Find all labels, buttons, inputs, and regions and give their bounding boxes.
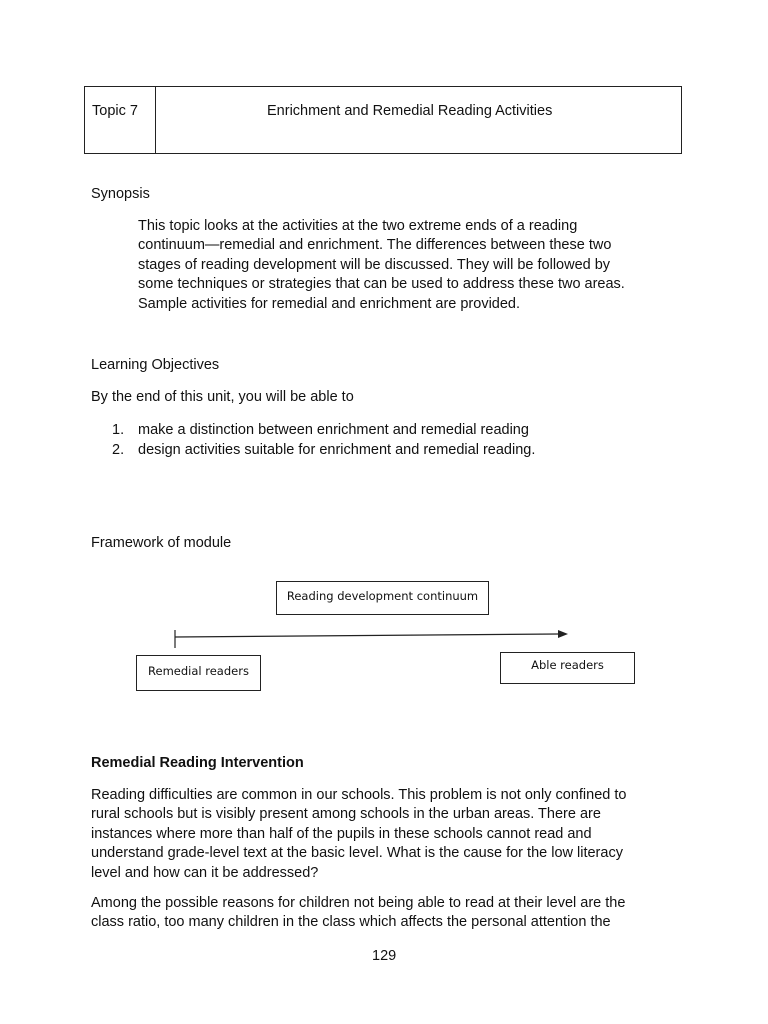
remedial-heading: Remedial Reading Intervention bbox=[91, 755, 304, 771]
objective-text: design activities suitable for enrichment and remedial reading. bbox=[138, 442, 536, 458]
arrowhead-icon bbox=[558, 630, 568, 638]
topic-title: Enrichment and Remedial Reading Activities bbox=[267, 103, 553, 119]
remedial-paragraph-1 bbox=[91, 786, 626, 883]
objective-number: 2. bbox=[112, 442, 125, 458]
objective-item bbox=[112, 420, 535, 440]
paragraph-line: Among the possible reasons for children not being able to read at their level are the bbox=[91, 895, 626, 911]
objective-number: 1. bbox=[112, 422, 125, 438]
synopsis-line: some techniques or strategies that can be used to address these two areas. bbox=[138, 276, 625, 293]
topic-header-box bbox=[84, 86, 682, 154]
objective-text: make a distinction between enrichment and remedial reading bbox=[138, 422, 529, 438]
remedial-readers-label: Remedial readers bbox=[148, 664, 249, 678]
paragraph-line: rural schools but is visibly present among schools in the urban areas. There are bbox=[91, 806, 601, 823]
paragraph-line: instances where more than half of the pupils in these schools cannot read and bbox=[91, 825, 592, 842]
objectives-heading: Learning Objectives bbox=[91, 357, 220, 373]
paragraph-line: Reading difficulties are common in our schools. This problem is not only confined to bbox=[91, 787, 627, 803]
page-number: 129 bbox=[372, 948, 397, 964]
synopsis-line: This topic looks at the activities at the two extreme ends of a reading bbox=[138, 218, 578, 234]
objectives-intro: By the end of this unit, you will be able to bbox=[91, 389, 354, 405]
continuum-box bbox=[276, 581, 489, 615]
remedial-readers-box bbox=[136, 655, 261, 691]
continuum-arrow bbox=[160, 622, 580, 652]
synopsis-line: Sample activities for remedial and enrichment are provided. bbox=[138, 295, 521, 312]
remedial-paragraph-2 bbox=[91, 894, 625, 933]
paragraph-line: class ratio, too many children in the class which affects the personal attention the bbox=[91, 914, 611, 931]
continuum-line bbox=[175, 634, 558, 637]
synopsis-line: stages of reading development will be discussed. They will be followed by bbox=[138, 256, 611, 273]
objective-item bbox=[112, 440, 535, 460]
synopsis-heading: Synopsis bbox=[91, 186, 150, 202]
synopsis-line: continuum—remedial and enrichment. The differences between these two bbox=[138, 237, 612, 254]
framework-heading: Framework of module bbox=[91, 535, 232, 551]
synopsis-paragraph bbox=[138, 217, 625, 314]
paragraph-line: understand grade-level text at the basic level. What is the cause for the low literacy bbox=[91, 845, 623, 862]
paragraph-line: level and how can it be addressed? bbox=[91, 864, 319, 881]
topic-number-cell bbox=[85, 87, 156, 153]
able-readers-box bbox=[500, 652, 635, 684]
objectives-list bbox=[112, 420, 535, 460]
continuum-label: Reading development continuum bbox=[286, 589, 479, 603]
able-readers-label: Able readers bbox=[531, 658, 604, 672]
topic-number: Topic 7 bbox=[92, 103, 138, 119]
